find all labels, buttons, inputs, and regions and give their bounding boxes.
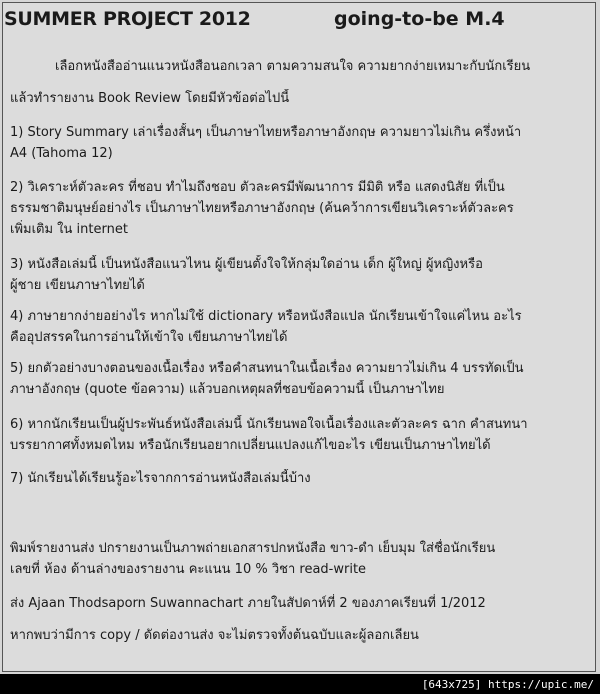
item-4-line-1: 4) ภาษายากง่ายอย่างไร หากไม่ใช้ dictionary หรือหนังสือแปล นักเรียนเข้าใจแค่ไหน อะไร bbox=[10, 309, 522, 324]
item-2-line-1: 2) วิเคราะห์ตัวละคร ที่ชอบ ทำไมถึงชอบ ตัวละครมีพัฒนาการ มีมิติ หรือ แสดงนิสัย ที่เป็น bbox=[10, 180, 505, 195]
item-3-line-1: 3) หนังสือเล่มนี้ เป็นหนังสือแนวไหน ผู้เขียนตั้งใจให้กลุ่มใดอ่าน เด็ก ผู้ใหญ่ ผู้หญิงหรือ bbox=[10, 257, 483, 272]
header bbox=[4, 8, 594, 38]
project-title: SUMMER PROJECT 2012 bbox=[4, 8, 251, 30]
item-2-line-3: เพิ่มเติม ใน internet bbox=[10, 222, 128, 237]
item-6-line-1: 6) หากนักเรียนเป็นผู้ประพันธ์หนังสือเล่มนี้ นักเรียนพอใจเนื้อเรื่องและตัวละคร ฉาก คำสนทนา bbox=[10, 417, 528, 432]
grade-title: going-to-be M.4 bbox=[334, 8, 505, 30]
item-5-line-1: 5) ยกตัวอย่างบางตอนของเนื้อเรื่อง หรือคำสนทนาในเนื้อเรื่อง ความยาวไม่เกิน 4 บรรทัดเป็น bbox=[10, 361, 524, 376]
image-host-link[interactable]: [643x725] https://upic.me/ bbox=[421, 677, 594, 691]
footer-line-1: พิมพ์รายงานส่ง ปกรายงานเป็นภาพถ่ายเอกสารปกหนังสือ ขาว-ดำ เย็บมุม ใส่ชื่อนักเรียน bbox=[10, 541, 496, 556]
item-1-line-1: 1) Story Summary เล่าเรื่องสั้นๆ เป็นภาษาไทยหรือภาษาอังกฤษ ความยาวไม่เกิน ครึ่งหน้า bbox=[10, 125, 522, 140]
item-7-line-1: 7) นักเรียนได้เรียนรู้อะไรจากการอ่านหนังสือเล่มนี้บ้าง bbox=[10, 471, 311, 486]
item-1-line-2: A4 (Tahoma 12) bbox=[10, 146, 113, 161]
image-host-ribbon bbox=[0, 674, 600, 694]
item-5-line-2: ภาษาอังกฤษ (quote ข้อความ) แล้วบอกเหตุผลที่ชอบข้อความนี้ เป็นภาษาไทย bbox=[10, 382, 445, 397]
intro-line-2: แล้วทำรายงาน Book Review โดยมีหัวข้อต่อไปนี้ bbox=[10, 91, 290, 106]
item-3-line-2: ผู้ชาย เขียนภาษาไทยได้ bbox=[10, 278, 145, 293]
item-2-line-2: ธรรมชาติมนุษย์อย่างไร เป็นภาษาไทยหรือภาษาอังกฤษ (ค้นคว้าการเขียนวิเคราะห์ตัวละคร bbox=[10, 201, 514, 216]
item-4-line-2: คืออุปสรรคในการอ่านให้เข้าใจ เขียนภาษาไทยได้ bbox=[10, 330, 288, 345]
footer-line-4: หากพบว่ามีการ copy / ดัดต่องานส่ง จะไม่ตรวจทั้งต้นฉบับและผู้ลอกเลียน bbox=[10, 628, 419, 643]
footer-line-3: ส่ง Ajaan Thodsaporn Suwannachart ภายในสัปดาห์ที่ 2 ของภาคเรียนที่ 1/2012 bbox=[10, 596, 486, 611]
footer-line-2: เลขที่ ห้อง ด้านล่างของรายงาน คะแนน 10 % วิชา read-write bbox=[10, 562, 367, 577]
intro-line-1: เลือกหนังสืออ่านแนวหนังสือนอกเวลา ตามความสนใจ ความยากง่ายเหมาะกับนักเรียน bbox=[55, 59, 531, 74]
item-6-line-2: บรรยากาศทั้งหมดไหม หรือนักเรียนอยากเปลี่ยนแปลงแก้ไขอะไร เขียนเป็นภาษาไทยได้ bbox=[10, 438, 491, 453]
